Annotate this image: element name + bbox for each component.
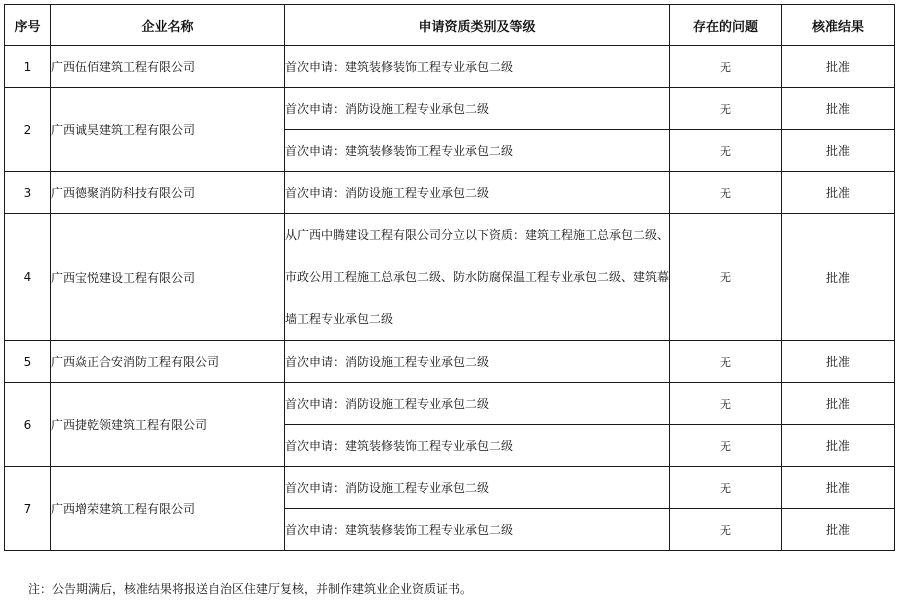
issue-cell: 无 [670, 172, 782, 214]
issue-cell: 无 [670, 383, 782, 425]
qualification-cell: 首次申请：建筑装修装饰工程专业承包二级 [285, 425, 670, 467]
table-row [5, 214, 895, 341]
result-cell: 批准 [782, 425, 895, 467]
qualification-cell: 首次申请：消防设施工程专业承包二级 [285, 467, 670, 509]
company-name: 广西诚昊建筑工程有限公司 [51, 88, 285, 172]
row-index: 7 [5, 467, 51, 551]
header-company: 企业名称 [51, 5, 285, 46]
result-cell: 批准 [782, 509, 895, 551]
table-row [5, 46, 895, 88]
qualification-cell: 首次申请：消防设施工程专业承包二级 [285, 341, 670, 383]
table-row [5, 172, 895, 214]
issue-cell: 无 [670, 509, 782, 551]
qualification-cell: 从广西中腾建设工程有限公司分立以下资质：建筑工程施工总承包二级、市政公用工程施工总承包二级、防水防腐保温工程专业承包二级、建筑幕墙工程专业承包二级 [285, 214, 670, 341]
row-index: 3 [5, 172, 51, 214]
qualification-table [4, 4, 895, 551]
company-name: 广西伍佰建筑工程有限公司 [51, 46, 285, 88]
issue-cell: 无 [670, 130, 782, 172]
company-name: 广西焱正合安消防工程有限公司 [51, 341, 285, 383]
row-index: 4 [5, 214, 51, 341]
result-cell: 批准 [782, 467, 895, 509]
result-cell: 批准 [782, 341, 895, 383]
company-name: 广西增荣建筑工程有限公司 [51, 467, 285, 551]
qualification-cell: 首次申请：建筑装修装饰工程专业承包二级 [285, 509, 670, 551]
company-name: 广西捷乾领建筑工程有限公司 [51, 383, 285, 467]
row-index: 5 [5, 341, 51, 383]
issue-cell: 无 [670, 467, 782, 509]
header-index: 序号 [5, 5, 51, 46]
issue-cell: 无 [670, 46, 782, 88]
issue-cell: 无 [670, 88, 782, 130]
result-cell: 批准 [782, 172, 895, 214]
header-result: 核准结果 [782, 5, 895, 46]
qualification-cell: 首次申请：建筑装修装饰工程专业承包二级 [285, 130, 670, 172]
issue-cell: 无 [670, 341, 782, 383]
table-row [5, 341, 895, 383]
row-index: 2 [5, 88, 51, 172]
table-header [5, 5, 895, 46]
footnote: 注：公告期满后，核准结果将报送自治区住建厅复核，并制作建筑业企业资质证书。 [28, 582, 473, 596]
qualification-cell: 首次申请：建筑装修装饰工程专业承包二级 [285, 46, 670, 88]
header-issues: 存在的问题 [670, 5, 782, 46]
issue-cell: 无 [670, 214, 782, 341]
header-qualification: 申请资质类别及等级 [285, 5, 670, 46]
table-row [5, 383, 895, 425]
issue-cell: 无 [670, 425, 782, 467]
qualification-cell: 首次申请：消防设施工程专业承包二级 [285, 383, 670, 425]
row-index: 6 [5, 383, 51, 467]
company-name: 广西德聚消防科技有限公司 [51, 172, 285, 214]
qualification-cell: 首次申请：消防设施工程专业承包二级 [285, 172, 670, 214]
result-cell: 批准 [782, 88, 895, 130]
qualification-cell: 首次申请：消防设施工程专业承包二级 [285, 88, 670, 130]
table-row [5, 88, 895, 130]
result-cell: 批准 [782, 383, 895, 425]
result-cell: 批准 [782, 46, 895, 88]
table-row [5, 467, 895, 509]
row-index: 1 [5, 46, 51, 88]
result-cell: 批准 [782, 130, 895, 172]
company-name: 广西宝悦建设工程有限公司 [51, 214, 285, 341]
result-cell: 批准 [782, 214, 895, 341]
table-body [5, 46, 895, 551]
